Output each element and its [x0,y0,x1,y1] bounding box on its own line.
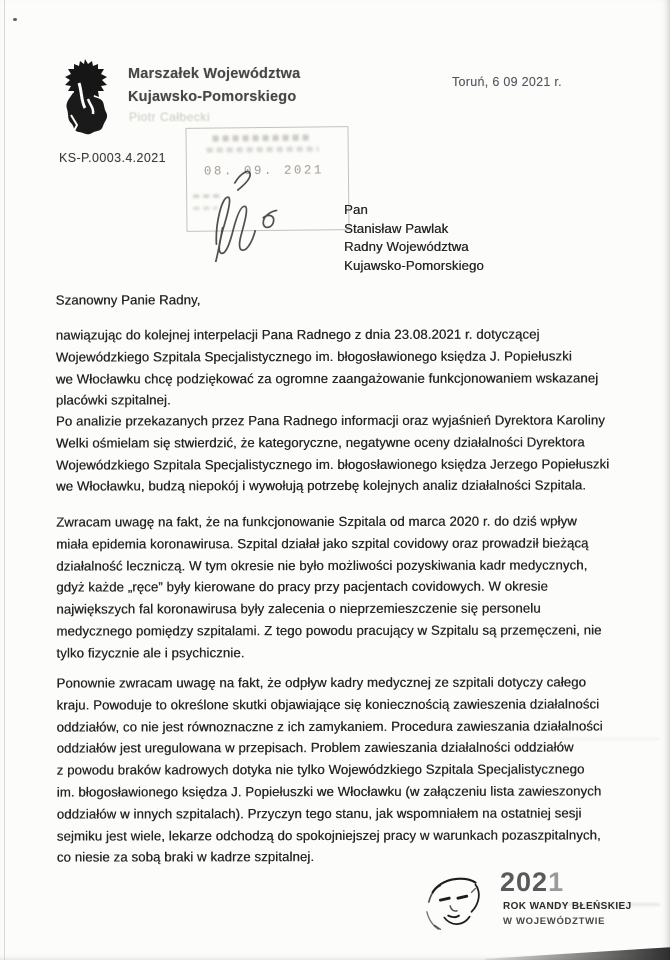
body-line: z powodu braków kadrowych dotyka nie tylko Wojewódzkiego Szpitala Specjalistycznego [56,761,585,778]
recipient-line: Radny Województwa [344,239,469,255]
sender-signer-name: Piotr Całbecki [129,110,211,124]
body-line: im. błogosławionego księdza J. Popiełuszki we Włocławku (w załączeniu lista zawieszonych [56,783,602,800]
body-line: oddziałów jest uregulowana w przepisach. Problem zawieszania działalności oddziałów [56,739,574,756]
body-line: we Włocławku chcę podziękować za ogromne zaangażowanie funkcjonowaniem wskazanej [55,370,599,387]
salutation: Szanowny Panie Radny, [55,292,201,308]
paragraph [56,323,636,411]
recipient-line: Kujawsko-Pomorskiego [344,257,484,273]
body-line: Wojewódzkiego Szpitala Specjalistycznego im. błogosławionego księdza J. Popiełuszki [55,348,572,365]
body-line: placówki szpitalnej. [55,392,171,408]
footer-caption-line1: ROK WANDY BŁEŃSKIEJ [503,901,632,912]
body-line: medycznego pomiędzy szpitalami. Z tego powodu pracujący w Szpitalu są przemęczeni, nie [56,622,602,639]
stamp-date: 08. 09. 2021 [203,163,325,179]
body-line: tylko fizycznie ale i psychicznie. [56,644,245,661]
body-line: miała epidemia koronawirusa. Szpital działał jako szpital covidowy oraz prowadził bieżącą [56,535,589,552]
recipient-line: Stanisław Pawlak [344,220,449,236]
place-and-date: Toruń, 6 09 2021 r. [452,75,562,89]
sender-office-line2: Kujawsko-Pomorskiego [128,88,297,105]
body-line: Po analizie przekazanych przez Pana Radnego informacji oraz wyjaśnień Dyrektora Karoliny [55,412,605,429]
body-line: działalność leczniczą. W tym okresie nie było możliwości pozyskiwania kadr medycznych, [56,557,588,574]
footer-caption-line2: W WOJEWÓDZTWIE [503,916,606,927]
body-line: Wojewódzkiego Szpitala Specjalistycznego im. błogosławionego księdza Jerzego Popiełuszki [55,456,610,473]
body-line: Zwracam uwagę na fakt, że na funkcjonowanie Szpitala od marca 2020 r. do dziś wpływ [56,513,577,530]
body-line: sejmiku jest wiele, lekarze odchodzą do spokojniejszej pracy w warunkach pozaszpitalnych, [56,827,601,844]
body-line: oddziałów, co nie jest równoznaczne z ich zamykaniem. Procedura zawieszania działalności [56,718,603,735]
reference-number: KS-P.0003.4.2021 [59,151,166,165]
body-line: we Włocławku, budzą niepokój i wywołują potrzebę kolejnych analiz działalności Szpitala. [55,477,587,494]
body-line: gdyż każde „ręce” były kierowane do pracy przy pacjentach covidowych. W okresie [56,578,548,595]
body-line: Ponownie zwracam uwagę na fakt, że odpływ kadry medycznej ze szpitali dotyczy całego [56,674,587,691]
footer-year-last: 1 [548,867,565,897]
footer-year [500,867,564,898]
paragraph [56,671,636,868]
body-line: kraju. Powoduje to określone skutki objawiające się koniecznością zawieszenia działalności [56,696,600,713]
body-line: oddziałów w innych szpitalach). Przyczyn tego stanu, jak wspomniałem na ostatniej sesji [56,805,582,822]
recipient-line: Pan [344,202,368,217]
paragraph [56,409,636,497]
body-line: Welki ośmielam się stwierdzić, że kategoryczne, negatywne oceny działalności Dyrektora [55,434,585,451]
body-line: nawiązując do kolejnej interpelacji Pana Radnego z dnia 23.08.2021 r. dotyczącej [55,326,540,343]
paragraph [56,510,636,664]
body-line: największych fal koronawirusa były zalecenia o nieprzemieszczenie się personelu [56,600,541,617]
sender-office-line1: Marszałek Województwa [128,66,301,82]
body-line: co niesie za sobą braki w kadrze szpitalnej. [56,849,315,865]
footer-year-main: 202 [500,867,549,897]
wanda-blenska-portrait-icon [421,871,491,937]
